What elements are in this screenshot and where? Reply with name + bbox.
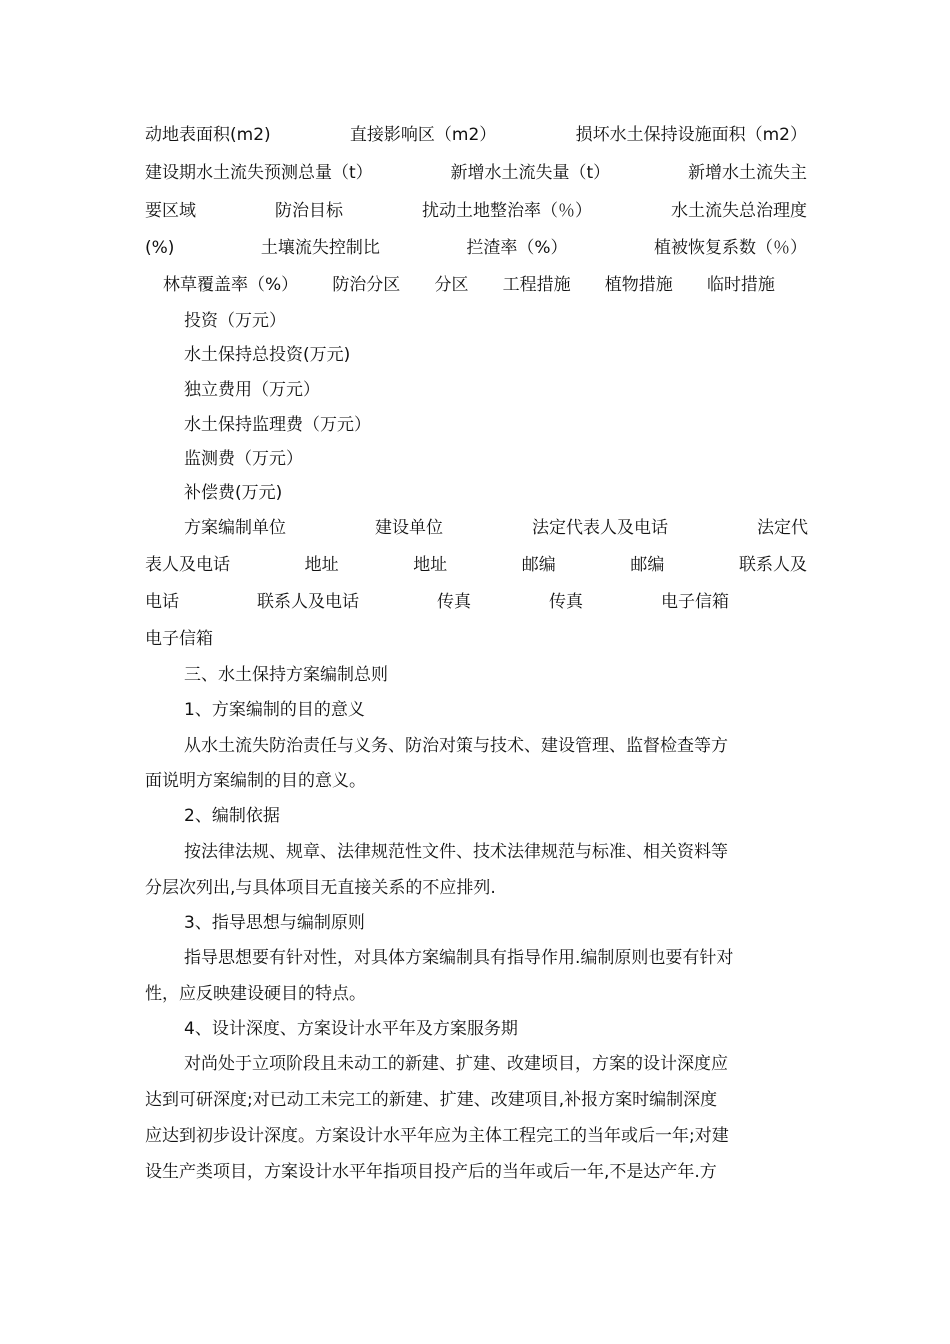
- field-email-2: 电子信箱: [145, 629, 213, 649]
- paragraph-4-line-4: 设生产类项目，方案设计水平年指项目投产后的当年或后一年,不是达产年.方: [145, 1162, 717, 1182]
- table-row-contacts: [145, 548, 807, 582]
- field-email-1: 电子信箱: [661, 592, 729, 612]
- field-engineering-measures: 工程措施: [502, 275, 571, 295]
- field-total-control-degree: 水土流失总治理度: [671, 201, 807, 221]
- field-damaged-facility-area: 损坏水土保持设施面积（m2）: [575, 125, 807, 145]
- field-legal-rep-phone: 法定代表人及电话: [532, 518, 668, 538]
- subsection-title-1: 1、方案编制的目的意义: [184, 700, 365, 720]
- field-address-1: 地址: [304, 555, 339, 575]
- paragraph-1-line-1: 从水土流失防治责任与义务、防治对策与技术、建设管理、监督检查等方: [184, 736, 728, 756]
- field-vegetation-recovery: 植被恢复系数（％）: [653, 238, 807, 258]
- table-row-ratios: [145, 231, 807, 265]
- subsection-title-4: 4、设计深度、方案设计水平年及方案服务期: [184, 1019, 518, 1039]
- field-predicted-loss-total: 建设期水土流失预测总量（t）: [145, 163, 373, 183]
- table-row-units: [184, 511, 808, 545]
- paragraph-4-line-1: 对尚处于立项阶段且未动工的新建、扩建、改建顷目，方案的设计深度应: [184, 1054, 728, 1074]
- table-row-measures: [163, 268, 775, 302]
- table-row-loss: [145, 156, 807, 190]
- paragraph-4-line-2: 达到可研深度;对已动工未完工的新建、扩建、改建项目,补报方案时编制深度: [145, 1090, 718, 1110]
- table-row-contact-info: [145, 585, 729, 619]
- field-area-cont: 要区域: [145, 201, 196, 221]
- field-independent-cost: 独立费用（万元）: [184, 380, 320, 400]
- field-postcode-1: 邮编: [521, 555, 556, 575]
- paragraph-1-line-2: 面说明方案编制的目的意义。: [145, 771, 366, 791]
- field-plant-measures: 植物措施: [604, 275, 673, 295]
- field-fax-2: 传真: [549, 592, 583, 612]
- field-address-2: 地址: [413, 555, 448, 575]
- paragraph-2-line-1: 按法律法规、规章、法律规范性文件、技术法律规范与标准、相关资料等: [184, 842, 728, 862]
- subsection-title-2: 2、编制依据: [184, 806, 280, 826]
- field-compensation-fee: 补偿费(万元): [184, 483, 283, 503]
- field-soil-loss-ratio: 土壤流失控制比: [260, 238, 380, 258]
- field-investment: 投资（万元）: [184, 311, 286, 331]
- paragraph-4-line-3: 应达到初步设计深度。方案设计水平年应为主体工程完工的当年或后一年;对建: [145, 1126, 729, 1146]
- field-contact-phone: 联系人及电话: [257, 592, 359, 612]
- subsection-title-3: 3、指导思想与编制原则: [184, 913, 365, 933]
- field-phone-cont: 电话: [145, 592, 179, 612]
- field-temporary-measures: 临时措施: [706, 275, 775, 295]
- field-new-loss-main-area: 新增水土流失主: [688, 163, 807, 183]
- field-total-investment: 水土保持总投资(万元): [184, 345, 351, 365]
- field-prevention-zone: 防治分区: [332, 275, 401, 295]
- field-supervision-fee: 水土保持监理费（万元）: [184, 415, 371, 435]
- field-monitoring-fee: 监测费（万元）: [184, 449, 303, 469]
- section-heading: 三、水土保持方案编制总则: [184, 665, 388, 685]
- table-row-area: [145, 118, 807, 152]
- field-percent-unit: (%): [145, 238, 175, 258]
- field-prevention-target: 防治目标: [275, 201, 343, 221]
- paragraph-3-line-1: 指导思想要有针对性，对具体方案编制具有指导作用.编制原则也要有针对: [184, 948, 734, 968]
- paragraph-2-line-2: 分层次列出,与具体项目无直接关系的不应排列.: [145, 878, 496, 898]
- field-zone: 分区: [434, 275, 469, 295]
- field-direct-impact-area: 直接影响区（m2）: [349, 125, 497, 145]
- field-legal-rep-cont: 法定代: [757, 518, 808, 538]
- field-construction-unit: 建设单位: [375, 518, 443, 538]
- field-disturbed-area: 动地表面积(m2): [145, 125, 271, 145]
- field-land-rectification-rate: 扰动土地整治率（％）: [422, 201, 592, 221]
- field-fax-1: 传真: [437, 592, 471, 612]
- field-new-loss: 新增水土流失量（t）: [450, 163, 611, 183]
- paragraph-3-line-2: 性，应反映建设硬目的特点。: [145, 984, 366, 1004]
- field-postcode-2: 邮编: [630, 555, 665, 575]
- field-forest-coverage: 林草覆盖率（%）: [163, 275, 299, 295]
- field-legal-rep-phone-cont: 表人及电话: [145, 555, 230, 575]
- table-row-targets: [145, 194, 807, 228]
- field-plan-unit: 方案编制单位: [184, 518, 286, 538]
- field-contact-person: 联系人及: [738, 555, 807, 575]
- field-slag-retention-rate: 拦渣率（%）: [466, 238, 568, 258]
